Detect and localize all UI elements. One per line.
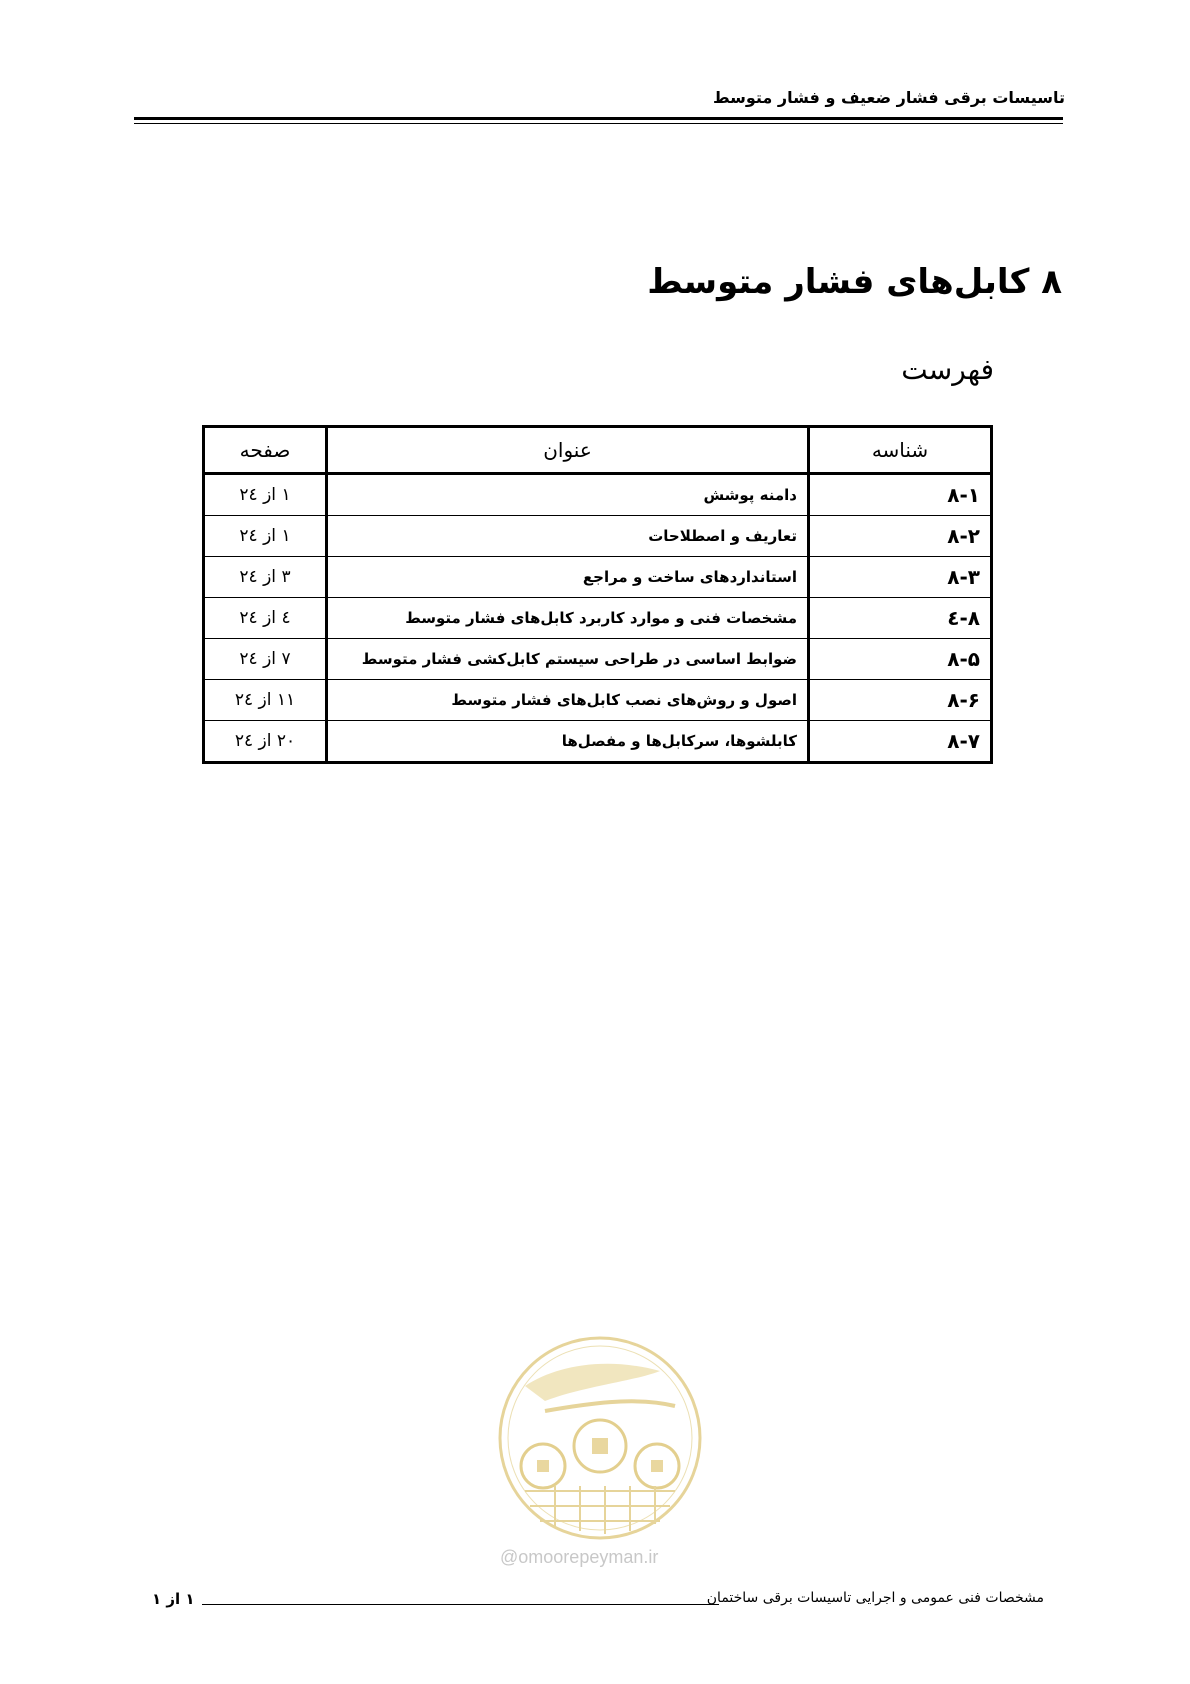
toc-row-id: ۸-۳ [809,557,992,598]
toc-header-row [204,427,992,474]
toc-row[interactable] [204,639,992,680]
footer-page-indicator: ۱ از ۱ [152,1590,195,1608]
header-rule-thin [134,123,1063,124]
chapter-title: ۸ کابل‌های فشار متوسط [647,262,1062,302]
toc-table [202,425,993,764]
watermark-url: @omoorepeyman.ir [500,1547,659,1567]
toc-row-id: ۸-۲ [809,516,992,557]
toc-row-title[interactable]: کابلشوها، سرکابل‌ها و مفصل‌ها [327,721,809,763]
running-header-title: تاسیسات برقی فشار ضعیف و فشار متوسط [712,88,1065,107]
watermark-logo [485,1326,715,1566]
toc-row[interactable] [204,516,992,557]
toc-row-page: ۲۰ از ۲٤ [204,721,327,763]
toc-row-id: ۸-۵ [809,639,992,680]
toc-row-title[interactable]: مشخصات فنی و موارد کاربرد کابل‌های فشار متوسط [327,598,809,639]
toc-row-title[interactable]: دامنه پوشش [327,474,809,516]
toc-row-page: ۳ از ۲٤ [204,557,327,598]
toc-row[interactable] [204,474,992,516]
toc-row-id: ۸-۶ [809,680,992,721]
toc-row-title[interactable]: تعاریف و اصطلاحات [327,516,809,557]
toc-row-page: ۱ از ۲٤ [204,516,327,557]
toc-row-title[interactable]: اصول و روش‌های نصب کابل‌های فشار متوسط [327,680,809,721]
toc-row[interactable] [204,680,992,721]
toc-row[interactable] [204,557,992,598]
toc-col-id-header: شناسه [809,427,992,474]
toc-row-page: ۱ از ۲٤ [204,474,327,516]
toc-row[interactable] [204,721,992,763]
header-rule [134,117,1063,120]
footer-rule [202,1604,719,1605]
toc-row-title[interactable]: استانداردهای ساخت و مراجع [327,557,809,598]
toc-row[interactable] [204,598,992,639]
footer-document-title: مشخصات فنی عمومی و اجرایی تاسیسات برقی ساختمان [706,1590,1044,1606]
at-icon: @ [500,1547,519,1567]
toc-row-page: ۱۱ از ۲٤ [204,680,327,721]
page-footer [152,1590,1044,1614]
toc-heading: فهرست [901,353,994,386]
toc-row-id: ۸-۷ [809,721,992,763]
toc-row-id: ۸-۱ [809,474,992,516]
toc-col-page-header: صفحه [204,427,327,474]
toc-row-page: ٤ از ۲٤ [204,598,327,639]
toc-col-title-header: عنوان [327,427,809,474]
toc-row-page: ۷ از ۲٤ [204,639,327,680]
toc-row-title[interactable]: ضوابط اساسی در طراحی سیستم کابل‌کشی فشار متوسط [327,639,809,680]
toc-row-id: ۸-٤ [809,598,992,639]
